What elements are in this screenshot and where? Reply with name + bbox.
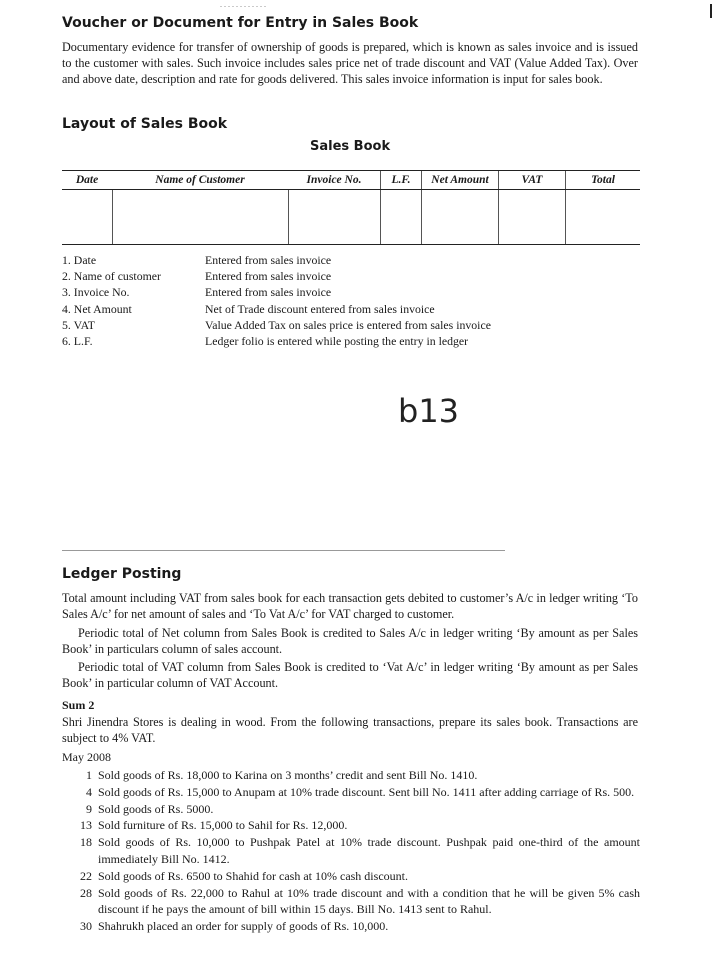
definition-desc: Entered from sales invoice — [205, 269, 332, 284]
top-cut-fragment: ............ — [220, 0, 268, 9]
definition-term: 5. VAT — [62, 317, 95, 332]
cell-net — [422, 190, 499, 245]
sum-intro: Shri Jinendra Stores is dealing in wood. From the following transactions, prepare its sales book. Transactions are subject to 4% VAT. — [62, 715, 638, 745]
heading-voucher: Voucher or Document for Entry in Sales Book — [62, 15, 419, 31]
list-item — [62, 301, 491, 317]
transaction-day: 22 — [80, 868, 92, 883]
transaction-text: Sold goods of Rs. 6500 to Shahid for cash at 10% cash discount. — [98, 868, 408, 883]
divider — [62, 550, 505, 551]
transaction-day: 13 — [80, 818, 92, 833]
list-item — [62, 333, 491, 349]
definition-term: 4. Net Amount — [62, 301, 132, 316]
definition-term: 1. Date — [62, 253, 97, 267]
ledger-paragraph-1: Total amount including VAT from sales book for each transaction gets debited to customer’s A/c in ledger writing ‘To Sales A/c’ for net amount of sales and ‘To Vat A/c’ for VAT charged to customer. — [62, 591, 638, 621]
header-invoice-no: Invoice No. — [288, 171, 381, 190]
list-item — [62, 252, 491, 268]
list-item — [62, 767, 640, 784]
header-lf: L.F. — [381, 171, 422, 190]
list-item — [62, 268, 491, 284]
list-item — [62, 885, 640, 919]
list-item — [62, 817, 640, 834]
list-item — [62, 868, 640, 885]
sales-book-title: Sales Book — [310, 139, 391, 154]
page-stamp: b13 — [398, 392, 460, 430]
cell-date — [62, 190, 112, 245]
transaction-text: Shahrukh placed an order for supply of goods of Rs. 10,000. — [98, 919, 389, 934]
month-label: May 2008 — [62, 750, 111, 764]
transaction-text: Sold furniture of Rs. 15,000 to Sahil for Rs. 12,000. — [98, 818, 348, 833]
definition-term: 3. Invoice No. — [62, 285, 130, 300]
list-item — [62, 834, 640, 868]
header-vat: VAT — [499, 171, 566, 190]
transaction-text: Sold goods of Rs. 5000. — [98, 801, 214, 816]
definition-desc: Net of Trade discount entered from sales invoice — [205, 301, 435, 316]
transaction-day: 1 — [86, 768, 92, 782]
header-name-of-customer: Name of Customer — [112, 171, 288, 190]
transaction-day: 28 — [80, 885, 92, 900]
definition-term: 2. Name of customer — [62, 269, 161, 284]
cell-lf — [381, 190, 422, 245]
transaction-text: Sold goods of Rs. 22,000 to Rahul at 10% trade discount and with a condition that he will be given 5% cash discount if he pays the amount of bill within 15 days. Bill No. 1413 sent to Rahul. — [98, 885, 640, 917]
list-item — [62, 317, 491, 333]
transaction-day: 18 — [80, 835, 92, 850]
definition-desc: Entered from sales invoice — [205, 253, 332, 267]
definition-desc: Entered from sales invoice — [205, 285, 332, 300]
header-date: Date — [62, 171, 112, 190]
cell-name — [112, 190, 288, 245]
intro-paragraph: Documentary evidence for transfer of ownership of goods is prepared, which is known as sales invoice and is issued to the customer with sales. Such invoice includes sales price net of trade discount and VAT (Value Added Tax). Over and above date, description and rate for goods delivered. This sales invoice information is input for sales book. — [62, 40, 638, 86]
list-item — [62, 918, 640, 935]
heading-ledger-posting: Ledger Posting — [62, 566, 182, 582]
cell-vat — [499, 190, 566, 245]
transaction-day: 9 — [86, 801, 92, 816]
transaction-text: Sold goods of Rs. 10,000 to Pushpak Patel at 10% trade discount. Pushpak paid one-third of the amount immediately Bill No. 1412. — [98, 835, 640, 866]
table-row — [62, 190, 640, 245]
cell-total — [566, 190, 641, 245]
header-net-amount: Net Amount — [422, 171, 499, 190]
definition-term: 6. L.F. — [62, 334, 93, 349]
transaction-day: 4 — [86, 784, 92, 799]
transaction-text: Sold goods of Rs. 15,000 to Anupam at 10% trade discount. Sent bill No. 1411 after adding carriage of Rs. 500. — [98, 784, 635, 799]
sum-label: Sum 2 — [62, 698, 95, 712]
page-edge-mark — [710, 4, 712, 18]
list-item — [62, 284, 491, 300]
list-item — [62, 784, 640, 801]
header-total: Total — [566, 171, 641, 190]
definition-list — [62, 252, 491, 349]
ledger-paragraph-2: Periodic total of Net column from Sales Book is credited to Sales A/c in ledger writing ‘By amount as per Sales Book’ in particulars column of sales account. — [62, 626, 638, 656]
transaction-day: 30 — [80, 919, 92, 934]
ledger-paragraph-3: Periodic total of VAT column from Sales Book is credited to ‘Vat A/c’ in ledger writing ‘By amount as per Sales Book’ in particular column of VAT Account. — [62, 660, 638, 690]
cell-invoice — [288, 190, 381, 245]
definition-desc: Ledger folio is entered while posting the entry in ledger — [205, 334, 469, 349]
sales-book-table — [62, 170, 640, 245]
transaction-list — [62, 767, 640, 935]
heading-layout: Layout of Sales Book — [62, 116, 228, 132]
table-header-row — [62, 171, 640, 190]
list-item — [62, 801, 640, 818]
definition-desc: Value Added Tax on sales price is entered from sales invoice — [205, 317, 491, 332]
transaction-text: Sold goods of Rs. 18,000 to Karina on 3 months’ credit and sent Bill No. 1410. — [98, 768, 478, 782]
